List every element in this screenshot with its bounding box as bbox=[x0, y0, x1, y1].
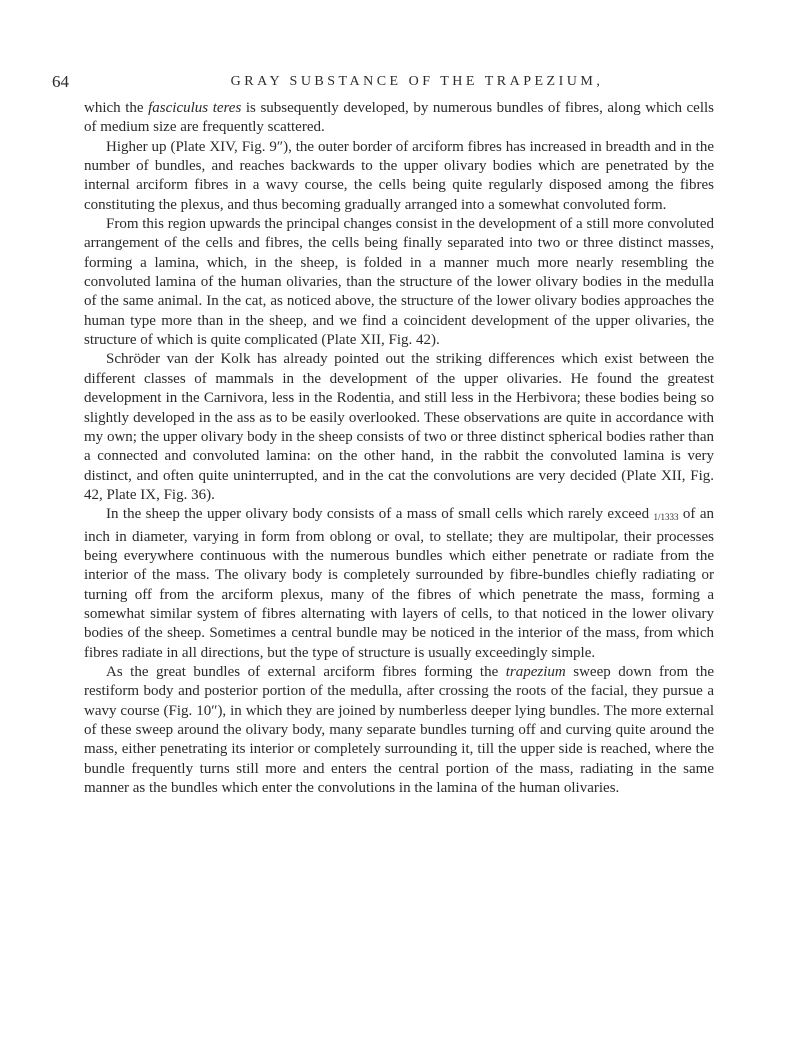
body-text bbox=[84, 99, 714, 798]
paragraph-5-text-b: of an inch in diameter, varying in form from oblong or oval, to stellate; they are multipolar, their processes being everywhere continuous with the numerous bundles which either penetrate or radiate from the interior of the mass. The olivary body is completely surrounded by fibre-bundles chiefly radiating or turning off from the arciform plexus, many of the fibres of which penetrate the mass, forming a somewhat similar system of fibres alternating with layers of cells, to that noticed in the lower olivary bodies of the sheep. Sometimes a central bundle may be noticed in the interior of the mass, from which fibres radiate in all directions, but the type of structure is usually exceedingly simple. bbox=[84, 506, 714, 661]
paragraph-6-text-a: As the great bundles of external arciform fibres forming the bbox=[106, 663, 506, 680]
paragraph-5 bbox=[84, 505, 714, 663]
paragraph-1 bbox=[84, 99, 714, 138]
running-head: GRAY SUBSTANCE OF THE TRAPEZIUM, bbox=[230, 74, 604, 89]
paragraph-6-italic: trapezium bbox=[505, 663, 566, 680]
paragraph-5-text-a: In the sheep the upper olivary body consists of a mass of small cells which rarely exceed bbox=[106, 506, 654, 523]
paragraph-4: Schröder van der Kolk has already pointed out the striking differences which exist between the different classes of mammals in the development of the upper olivaries. He found the greatest development in the Carnivora, less in the Rodentia, and still less in the Herbivora; these bodies being so slightly developed in the ass as to be easily overlooked. These observations are quite in accordance with my own; the upper olivary body in the sheep consists of two or three distinct spherical bodies rather than a connected and convoluted lamina: on the other hand, in the rabbit the convoluted lamina is very distinct, and often quite uninterrupted, and in the cat the convolutions are very decided (Plate XII, Fig. 42, Plate IX, Fig. 36). bbox=[84, 351, 714, 503]
paragraph-6 bbox=[84, 663, 714, 798]
fraction: 1/1333 bbox=[653, 512, 679, 523]
paragraph-6-text-b: sweep down from the restiform body and posterior portion of the medulla, after crossing the roots of the facial, they pursue a wavy course (Fig. 10″), in which they are joined by numberless deeper lying bundles. The more external of these sweep around the olivary body, many separate bundles turning off and curving quite around the mass, either penetrating its interior or completely surrounding it, till the upper side is reached, where the bundle frequently turns still more and enters the central portion of the mass, radiating in the same manner as the bundles which enter the convolutions in the lamina of the human olivaries. bbox=[84, 663, 714, 797]
paragraph-1-italic: fasciculus teres bbox=[148, 100, 242, 116]
page-number: 64 bbox=[52, 72, 69, 91]
paragraph-1-text-b: is subsequently developed, by numerous bundles of fibres, along which cells of medium size are frequently scattered. bbox=[84, 100, 715, 136]
paragraph-3: From this region upwards the principal changes consist in the development of a still more convoluted arrangement of the cells and fibres, the cells being finally separated into two or three distinct masses, forming a lamina, which, in the sheep, is folded in a manner much more nearly resembling the convoluted lamina of the human olivaries, than the structure of the lower olivary bodies in the medulla of the same animal. In the cat, as noticed above, the structure of the lower olivary bodies approaches the human type more than in the sheep, and we find a coincident development of the upper olivaries, the structure of which is quite complicated (Plate XII, Fig. 42). bbox=[84, 216, 714, 349]
paragraph-2: Higher up (Plate XIV, Fig. 9″), the outer border of arciform fibres has increased in breadth and in the number of bundles, and reaches backwards to the upper olivary bodies which are penetrated by the internal arciform fibres in a wavy course, the cells being quite regularly disposed among the fibres constituting the plexus, and thus becoming gradually arranged into a somewhat convoluted form. bbox=[84, 138, 714, 213]
paragraph-1-text-a: which the bbox=[84, 100, 149, 116]
